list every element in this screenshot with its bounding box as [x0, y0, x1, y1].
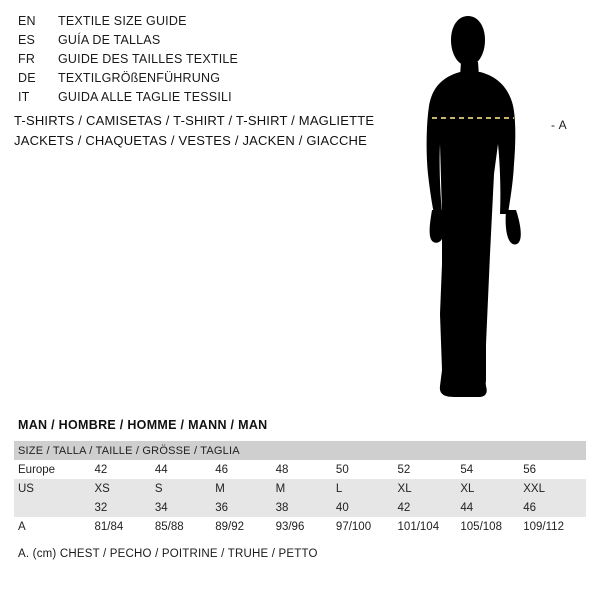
- table-cell: 38: [276, 498, 336, 517]
- language-row: [18, 71, 398, 90]
- table-cell: 101/104: [398, 517, 461, 536]
- table-cell: XXL: [523, 479, 586, 498]
- table-cell: 32: [94, 498, 154, 517]
- category-line-tshirts: T-SHIRTS / CAMISETAS / T-SHIRT / T-SHIRT / MAGLIETTE: [14, 113, 375, 128]
- language-text: GUIDE DES TAILLES TEXTILE: [58, 52, 239, 66]
- table-cell: 56: [523, 460, 586, 479]
- language-code: ES: [18, 33, 36, 47]
- table-row: [14, 479, 586, 498]
- table-cell: 34: [155, 498, 215, 517]
- row-label: US: [14, 479, 94, 498]
- language-text: GUÍA DE TALLAS: [58, 33, 161, 47]
- language-guide-block: [18, 14, 398, 109]
- table-cell: 54: [460, 460, 523, 479]
- table-cell: 85/88: [155, 517, 215, 536]
- language-text: TEXTILE SIZE GUIDE: [58, 14, 187, 28]
- table-cell: 44: [155, 460, 215, 479]
- row-label: [14, 498, 94, 517]
- size-table: [14, 441, 586, 536]
- language-row: [18, 52, 398, 71]
- table-title: MAN / HOMBRE / HOMME / MANN / MAN: [18, 418, 268, 432]
- table-cell: 97/100: [336, 517, 398, 536]
- table-cell: XL: [460, 479, 523, 498]
- language-code: FR: [18, 52, 36, 66]
- table-header-label: SIZE / TALLA / TAILLE / GRÖSSE / TAGLIA: [14, 441, 586, 460]
- table-cell: 44: [460, 498, 523, 517]
- table-row: [14, 517, 586, 536]
- table-cell: 36: [215, 498, 275, 517]
- table-cell: M: [215, 479, 275, 498]
- table-row: [14, 498, 586, 517]
- table-cell: 89/92: [215, 517, 275, 536]
- table-cell: XL: [398, 479, 461, 498]
- chest-measure-label: - A: [551, 118, 568, 132]
- table-cell: L: [336, 479, 398, 498]
- table-row: [14, 460, 586, 479]
- man-silhouette-figure: [406, 14, 586, 399]
- table-cell: 46: [215, 460, 275, 479]
- language-row: [18, 33, 398, 52]
- table-cell: 105/108: [460, 517, 523, 536]
- table-cell: 93/96: [276, 517, 336, 536]
- category-block: [14, 111, 414, 151]
- row-label: A: [14, 517, 94, 536]
- table-cell: 46: [523, 498, 586, 517]
- table-cell: 48: [276, 460, 336, 479]
- table-cell: S: [155, 479, 215, 498]
- language-text: TEXTILGRÖßENFÜHRUNG: [58, 71, 221, 85]
- table-cell: 40: [336, 498, 398, 517]
- table-cell: 42: [398, 498, 461, 517]
- language-row: [18, 14, 398, 33]
- category-line-jackets: JACKETS / CHAQUETAS / VESTES / JACKEN / GIACCHE: [14, 133, 368, 148]
- table-cell: 52: [398, 460, 461, 479]
- language-code: IT: [18, 90, 30, 104]
- table-cell: 50: [336, 460, 398, 479]
- table-cell: 109/112: [523, 517, 586, 536]
- table-cell: 81/84: [94, 517, 154, 536]
- language-text: GUIDA ALLE TAGLIE TESSILI: [58, 90, 232, 104]
- table-footnote: A. (cm) CHEST / PECHO / POITRINE / TRUHE / PETTO: [18, 548, 318, 560]
- table-cell: XS: [94, 479, 154, 498]
- row-label: Europe: [14, 460, 94, 479]
- table-cell: 42: [94, 460, 154, 479]
- language-row: [18, 90, 398, 109]
- language-code: EN: [18, 14, 36, 28]
- language-code: DE: [18, 71, 36, 85]
- table-cell: M: [276, 479, 336, 498]
- table-header-row: [14, 441, 586, 460]
